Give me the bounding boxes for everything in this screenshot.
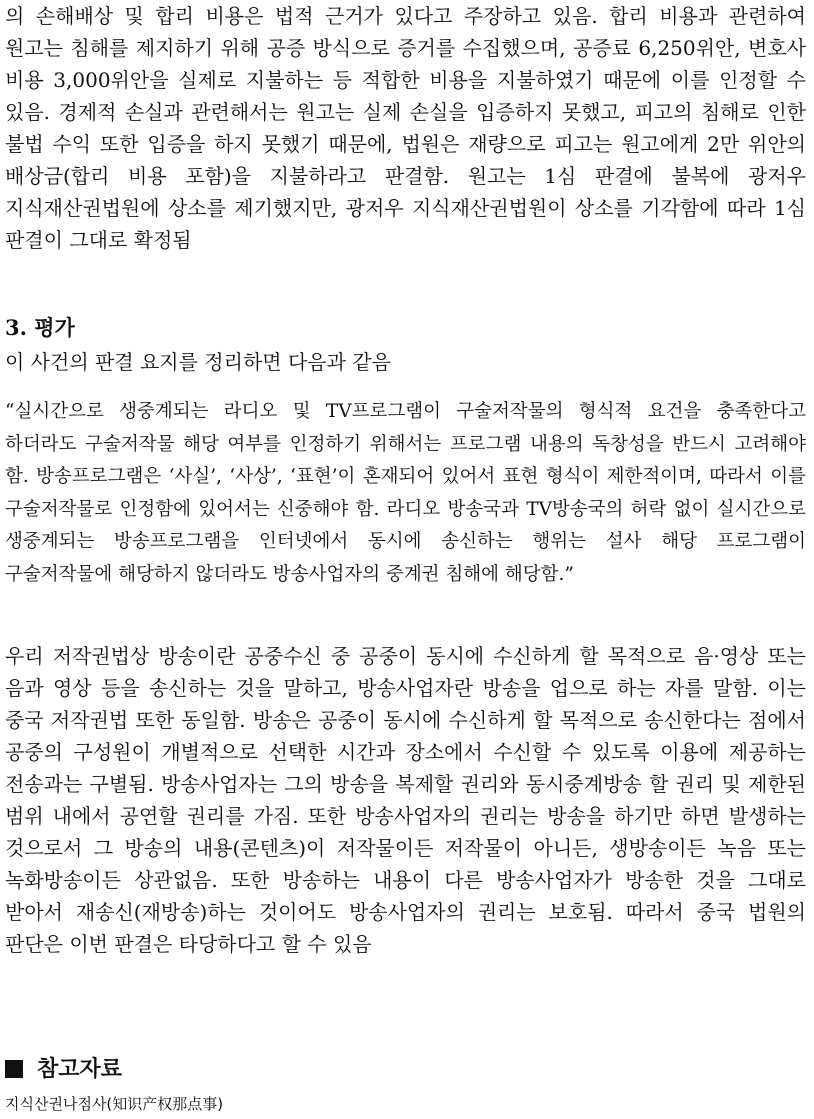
evaluation-intro: 이 사건의 판결 요지를 정리하면 다음과 같음 xyxy=(5,350,391,374)
body-paragraph-damages: 의 손해배상 및 합리 비용은 법적 근거가 있다고 주장하고 있음. 합리 비용과 관련하여 원고는 침해를 제지하기 위해 공증 방식으로 증거를 수집했으며, 공증료 6,250위안, 변호사 비용 3,000위안을 실제로 지불하는 등 적합한 비용을 지불하였기 때문에 이를 인정할 수 있음. 경제적 손실과 관련해서는 원고는 실제 손실을 입증하지 못했고, 피고의 침해로 인한 불법 수익 또한 입증을 하지 못했기 때문에, 법원은 재량으로 피고는 원고에게 2만 위안의 배상금(합리 비용 포함)을 지불하라고 판결함. 원고는 1심 판결에 불복에 광저우 지식재산권법원에 상소를 제기했지만, 광저우 지식재산권법원이 상소를 기각함에 따라 1심 판결이 그대로 확정됨 xyxy=(5,4,806,252)
square-bullet-icon xyxy=(5,1060,23,1078)
section-heading-evaluation: 3. 평가 xyxy=(5,315,75,340)
body-paragraph-commentary: 우리 저작권법상 방송이란 공중수신 중 공중이 동시에 수신하게 할 목적으로 음·영상 또는 음과 영상 등을 송신하는 것을 말하고, 방송사업자란 방송을 업으로 하는 자를 말함. 이는 중국 저작권법 또한 동일함. 방송은 공중이 동시에 수신하게 할 목적으로 송신한다는 점에서 공중의 구성원이 개별적으로 선택한 시간과 장소에서 수신할 수 있도록 이용에 제공하는 전송과는 구별됨. 방송사업자는 그의 방송을 복제할 권리와 동시중계방송 할 권리 및 제한된 범위 내에서 공연할 권리를 가짐. 또한 방송사업자의 권리는 방송을 하기만 하면 발생하는 것으로서 그 방송의 내용(콘텐츠)이 저작물이든 저작물이 아니든, 생방송이든 녹음 또는 녹화방송이든 상관없음. 또한 방송하는 내용이 다른 방송사업자가 방송한 것을 그대로 받아서 재송신(재방송)하는 것이어도 방송사업자의 권리는 보호됨. 따라서 중국 법원의 판단은 이번 판결은 타당하다고 할 수 있음 xyxy=(5,644,807,956)
reference-item: 지식산권나점사(知识产权那点事) xyxy=(5,1095,224,1113)
references-heading xyxy=(5,1052,122,1086)
judgment-summary-quote: “실시간으로 생중계되는 라디오 및 TV프로그램이 구술저작물의 형식적 요건을 충족한다고 하더라도 구술저작물 해당 여부를 인정하기 위해서는 프로그램 내용의 독창성을 반드시 고려해야 함. 방송프로그램은 ‘사실’, ‘사상’, ‘표현’이 혼재되어 있어서 표현 형식이 제한적이며, 따라서 이를 구술저작물로 인정함에 있어서는 신중해야 함. 라디오 방송국과 TV방송국의 허락 없이 실시간으로 생중계되는 방송프로그램을 인터넷에서 동시에 송신하는 행위는 설사 해당 프로그램이 구술저작물에 해당하지 않더라도 방송사업자의 중계권 침해에 해당함.” xyxy=(5,401,806,585)
references-heading-label: 참고자료 xyxy=(37,1056,123,1082)
